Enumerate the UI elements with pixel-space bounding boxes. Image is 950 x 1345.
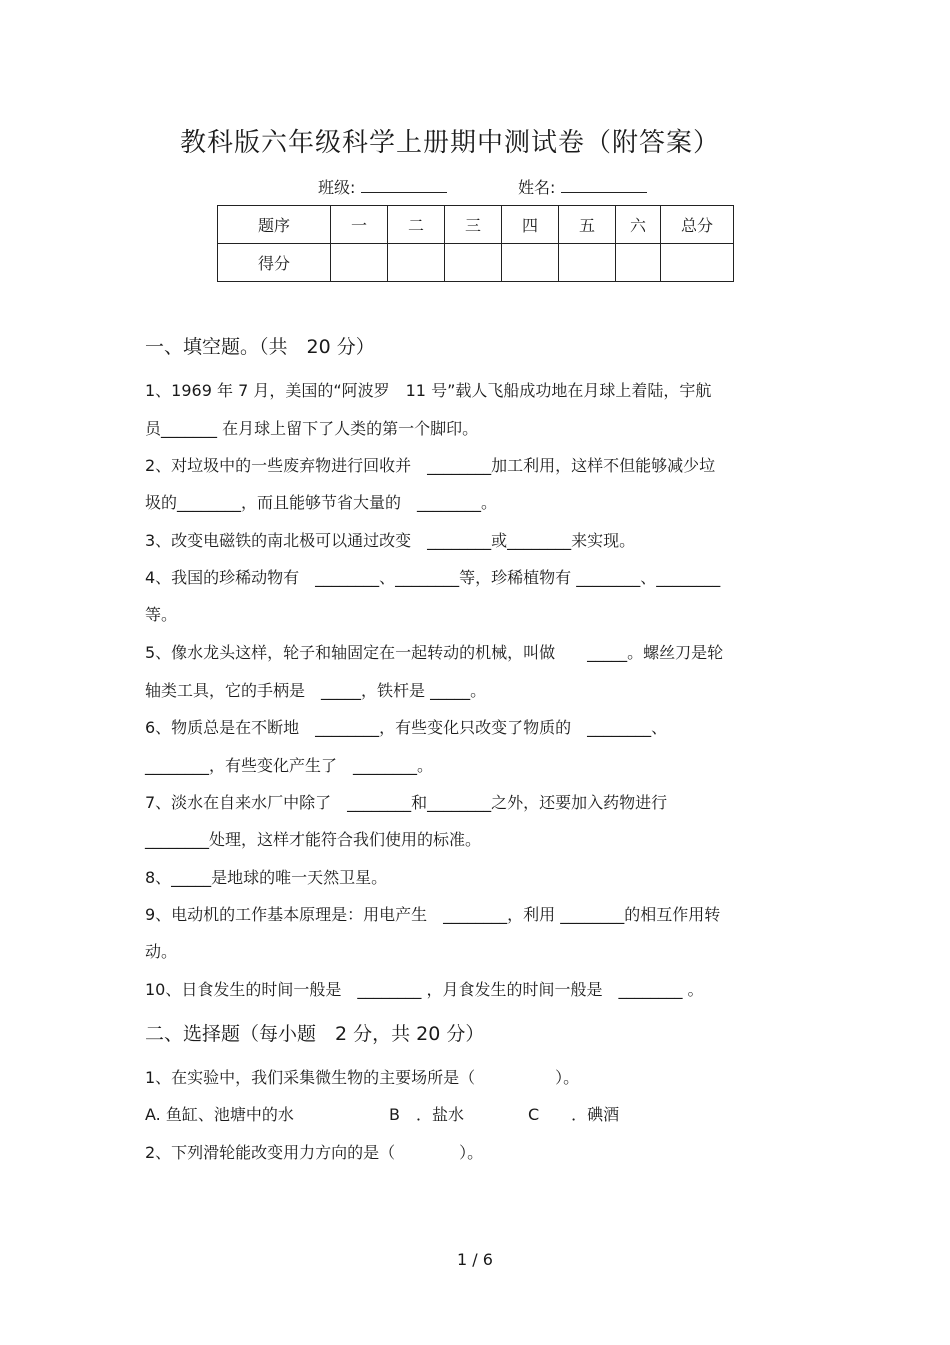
score-cell[interactable]	[502, 244, 559, 282]
name-field	[518, 175, 647, 198]
question-line: 5、像水龙头这样，轮子和轴固定在一起转动的机械，叫做 _____。螺丝刀是轮	[145, 643, 724, 662]
score-cell[interactable]	[616, 244, 661, 282]
name-blank[interactable]	[561, 178, 647, 193]
question-line: 圾的________，而且能够节省大量的 ________。	[145, 493, 498, 512]
table-cell: 总分	[661, 206, 734, 244]
table-cell: 六	[616, 206, 661, 244]
table-cell: 题序	[218, 206, 331, 244]
question-line: 等。	[145, 605, 178, 624]
option-a[interactable]: A. 鱼缸、池塘中的水	[145, 1105, 294, 1124]
document-title: 教科版六年级科学上册期中测试卷（附答案）	[179, 128, 720, 158]
score-table	[217, 205, 734, 282]
table-cell: 五	[559, 206, 616, 244]
question-line: 8、_____是地球的唯一天然卫星。	[145, 868, 388, 887]
score-cell[interactable]	[559, 244, 616, 282]
table-cell: 得分	[218, 244, 331, 282]
question-line: ________处理，这样才能符合我们使用的标准。	[145, 830, 482, 849]
score-table-header-row	[218, 206, 734, 244]
question-line: 动。	[145, 942, 178, 961]
score-cell[interactable]	[661, 244, 734, 282]
question-line: 1、1969 年 7 月，美国的“阿波罗 11 号”载人飞船成功地在月球上着陆，宇航	[145, 381, 712, 400]
class-blank[interactable]	[361, 178, 447, 193]
question-line: 6、物质总是在不断地 ________，有些变化只改变了物质的 ________、	[145, 718, 668, 737]
question-line: 轴类工具，它的手柄是 _____，铁杆是 _____。	[145, 681, 487, 700]
section1-heading: 一、填空题。（共 20 分）	[145, 336, 375, 358]
name-label: 姓名:	[518, 178, 556, 197]
class-field	[318, 175, 447, 198]
score-table-score-row	[218, 244, 734, 282]
option-b[interactable]: B ．盐水	[389, 1105, 464, 1124]
question-line: 2、下列滑轮能改变用力方向的是（ ）。	[145, 1143, 484, 1162]
class-label: 班级:	[318, 178, 356, 197]
question-line: 4、我国的珍稀动物有 ________、________等，珍稀植物有 ________、________	[145, 568, 721, 587]
table-cell: 一	[331, 206, 388, 244]
score-cell[interactable]	[331, 244, 388, 282]
question-line: 1、在实验中，我们采集微生物的主要场所是（ ）。	[145, 1068, 580, 1087]
table-cell: 四	[502, 206, 559, 244]
section2-heading: 二、选择题（每小题 2 分，共 20 分）	[145, 1023, 485, 1045]
question-line: 员_______ 在月球上留下了人类的第一个脚印。	[145, 419, 479, 438]
question-line: 9、电动机的工作基本原理是：用电产生 ________，利用 ________的相互作用转	[145, 905, 721, 924]
question-line: 10、日食发生的时间一般是 ________ ，月食发生的时间一般是 ________ 。	[145, 980, 704, 999]
question-line: ________，有些变化产生了 ________。	[145, 756, 434, 775]
score-cell[interactable]	[445, 244, 502, 282]
question-line: 2、对垃圾中的一些废弃物进行回收并 ________加工利用，这样不但能够减少垃	[145, 456, 716, 475]
table-cell: 二	[388, 206, 445, 244]
option-c[interactable]: C ．碘酒	[528, 1105, 620, 1124]
question-line: 7、淡水在自来水厂中除了 ________和________之外，还要加入药物进行	[145, 793, 668, 812]
page-number: 1 / 6	[457, 1250, 493, 1269]
question-line: 3、改变电磁铁的南北极可以通过改变 ________或________来实现。	[145, 531, 636, 550]
score-cell[interactable]	[388, 244, 445, 282]
table-cell: 三	[445, 206, 502, 244]
